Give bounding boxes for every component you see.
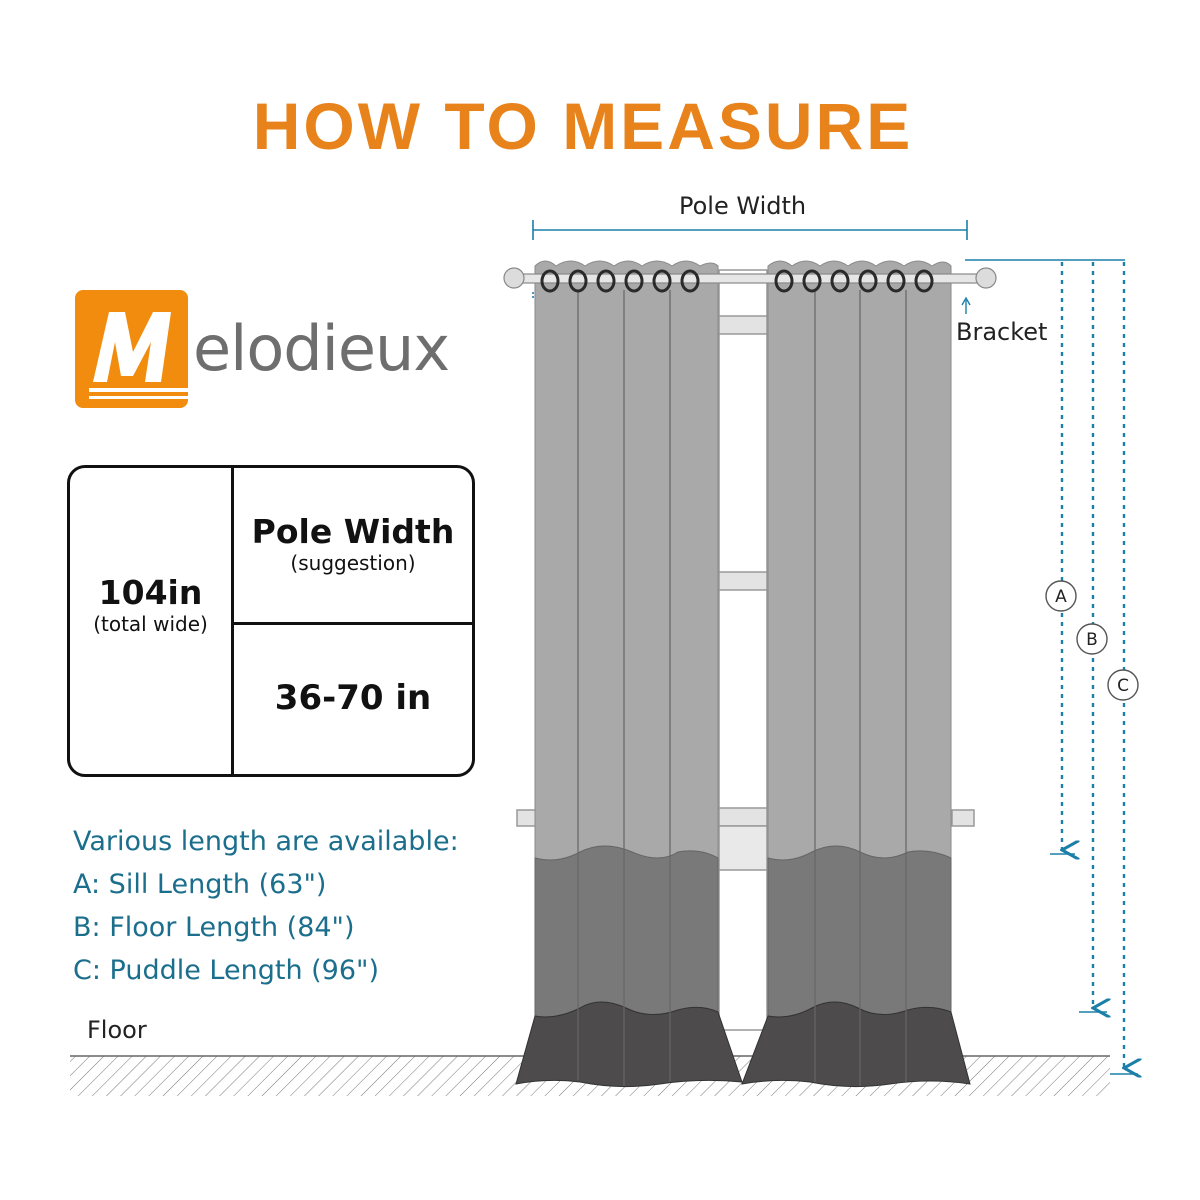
pole-width-header: Pole Width xyxy=(251,512,455,551)
length-measure-lines xyxy=(965,260,1138,1074)
svg-text:C: C xyxy=(1117,676,1129,696)
total-width-note: (total wide) xyxy=(93,612,208,636)
marker-a xyxy=(1046,581,1076,611)
pole-width-label: Pole Width xyxy=(679,192,807,220)
left-finial xyxy=(504,268,524,288)
length-heading: Various length are available: xyxy=(73,826,459,857)
length-item-b: B: Floor Length (84") xyxy=(73,912,355,943)
logo-wordmark: elodieux xyxy=(193,312,450,385)
bracket-pointer xyxy=(962,298,970,314)
left-curtain-panel xyxy=(516,261,742,1087)
marker-c xyxy=(1108,670,1138,700)
floor-label: Floor xyxy=(87,1016,147,1044)
marker-b xyxy=(1077,624,1107,654)
pole-width-value: 36-70 in xyxy=(274,678,432,718)
total-width-value: 104in xyxy=(98,573,203,612)
pole-width-note: (suggestion) xyxy=(290,551,416,575)
length-item-a: A: Sill Length (63") xyxy=(73,869,327,900)
svg-text:A: A xyxy=(1055,587,1067,607)
page-title: HOW TO MEASURE xyxy=(252,89,914,163)
svg-text:B: B xyxy=(1086,630,1098,650)
bracket-label: Bracket xyxy=(956,318,1048,346)
length-item-c: C: Puddle Length (96") xyxy=(73,955,379,986)
right-curtain-panel xyxy=(742,261,970,1087)
right-finial xyxy=(976,268,996,288)
